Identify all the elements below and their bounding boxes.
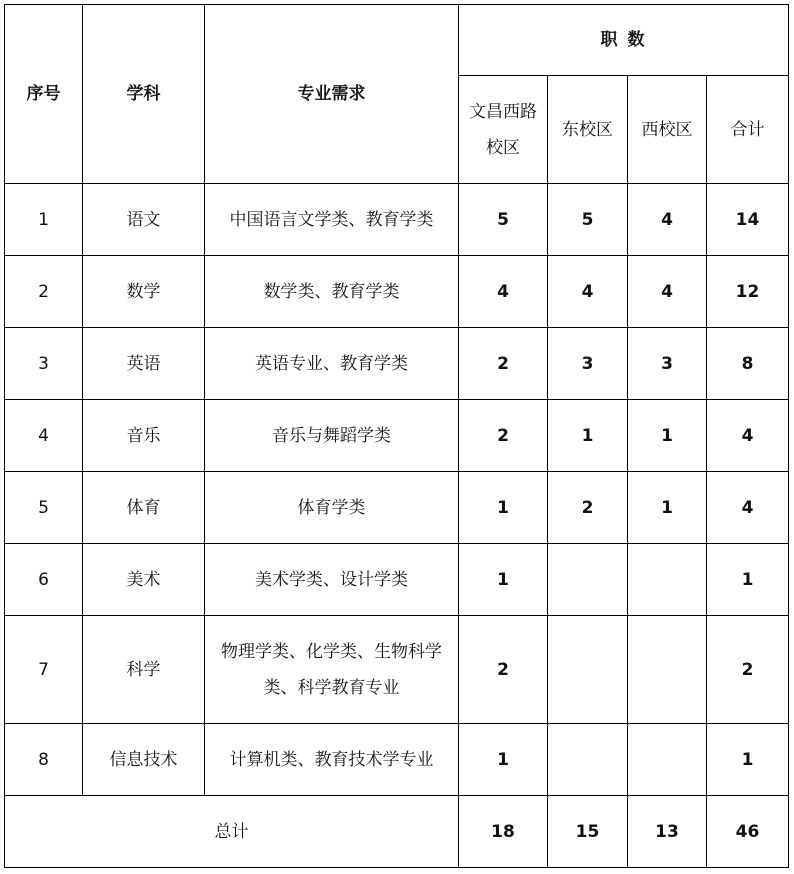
header-requirement: 专业需求 <box>205 5 459 184</box>
row-requirement: 计算机类、教育技术学专业 <box>205 724 459 796</box>
row-total-count: 1 <box>707 724 789 796</box>
summary-row <box>5 796 789 868</box>
row-index: 4 <box>5 400 83 472</box>
row-index: 6 <box>5 544 83 616</box>
row-requirement: 物理学类、化学类、生物科学类、科学教育专业 <box>205 616 459 724</box>
row-index: 5 <box>5 472 83 544</box>
row-index: 7 <box>5 616 83 724</box>
row-wenchang-count: 1 <box>459 724 548 796</box>
row-subject: 英语 <box>83 328 205 400</box>
row-east-count: 4 <box>548 256 628 328</box>
row-total-count: 4 <box>707 472 789 544</box>
row-index: 8 <box>5 724 83 796</box>
row-index: 2 <box>5 256 83 328</box>
row-subject: 语文 <box>83 184 205 256</box>
table-row <box>5 184 789 256</box>
table-row <box>5 616 789 724</box>
row-wenchang-count: 4 <box>459 256 548 328</box>
row-requirement: 音乐与舞蹈学类 <box>205 400 459 472</box>
row-wenchang-count: 5 <box>459 184 548 256</box>
row-east-count: 3 <box>548 328 628 400</box>
row-east-count <box>548 544 628 616</box>
row-requirement: 美术学类、设计学类 <box>205 544 459 616</box>
row-east-count <box>548 724 628 796</box>
row-subject: 信息技术 <box>83 724 205 796</box>
row-east-count: 5 <box>548 184 628 256</box>
row-west-count: 1 <box>628 400 707 472</box>
row-total-count: 14 <box>707 184 789 256</box>
row-total-count: 8 <box>707 328 789 400</box>
row-west-count <box>628 544 707 616</box>
row-west-count <box>628 724 707 796</box>
header-campus-west: 西校区 <box>628 76 707 184</box>
table-row <box>5 472 789 544</box>
summary-label: 总计 <box>5 796 459 868</box>
table-row <box>5 724 789 796</box>
row-requirement: 体育学类 <box>205 472 459 544</box>
row-total-count: 12 <box>707 256 789 328</box>
row-east-count <box>548 616 628 724</box>
row-total-count: 4 <box>707 400 789 472</box>
summary-west-count: 13 <box>628 796 707 868</box>
row-wenchang-count: 2 <box>459 616 548 724</box>
row-index: 1 <box>5 184 83 256</box>
row-wenchang-count: 2 <box>459 328 548 400</box>
row-index: 3 <box>5 328 83 400</box>
summary-wenchang-count: 18 <box>459 796 548 868</box>
header-subject: 学科 <box>83 5 205 184</box>
summary-total-count: 46 <box>707 796 789 868</box>
row-west-count: 4 <box>628 184 707 256</box>
table-row <box>5 544 789 616</box>
row-east-count: 1 <box>548 400 628 472</box>
header-positions: 职 数 <box>459 5 789 76</box>
row-east-count: 2 <box>548 472 628 544</box>
row-subject: 数学 <box>83 256 205 328</box>
table-row <box>5 256 789 328</box>
row-wenchang-count: 2 <box>459 400 548 472</box>
row-total-count: 2 <box>707 616 789 724</box>
row-west-count <box>628 616 707 724</box>
row-subject: 科学 <box>83 616 205 724</box>
row-subject: 美术 <box>83 544 205 616</box>
row-requirement: 数学类、教育学类 <box>205 256 459 328</box>
row-wenchang-count: 1 <box>459 472 548 544</box>
recruitment-table-container <box>4 4 789 868</box>
row-requirement: 中国语言文学类、教育学类 <box>205 184 459 256</box>
table-row <box>5 328 789 400</box>
header-campus-east: 东校区 <box>548 76 628 184</box>
row-wenchang-count: 1 <box>459 544 548 616</box>
header-campus-wenchang: 文昌西路校区 <box>459 76 548 184</box>
header-row-top <box>5 5 789 76</box>
row-west-count: 4 <box>628 256 707 328</box>
header-index: 序号 <box>5 5 83 184</box>
row-west-count: 3 <box>628 328 707 400</box>
recruitment-table <box>4 4 789 868</box>
row-total-count: 1 <box>707 544 789 616</box>
table-row <box>5 400 789 472</box>
row-west-count: 1 <box>628 472 707 544</box>
header-campus-total: 合计 <box>707 76 789 184</box>
row-subject: 音乐 <box>83 400 205 472</box>
row-requirement: 英语专业、教育学类 <box>205 328 459 400</box>
row-subject: 体育 <box>83 472 205 544</box>
summary-east-count: 15 <box>548 796 628 868</box>
